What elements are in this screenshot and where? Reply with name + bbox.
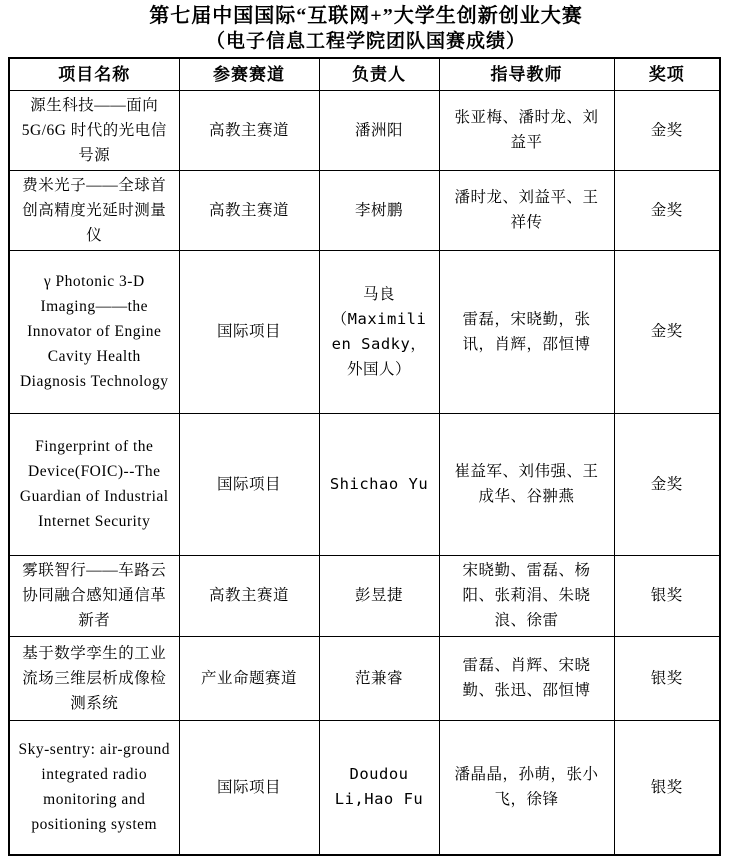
track-cell: 国际项目 <box>179 250 319 413</box>
track-cell: 国际项目 <box>179 413 319 555</box>
project-cell: Fingerprint of the Device(FOIC)--The Guardian of Industrial Internet Security <box>9 413 179 555</box>
advisors-cell: 潘晶晶，孙萌，张小飞，徐锋 <box>439 720 614 855</box>
title-line-1: 第七届中国国际“互联网+”大学生创新创业大赛 <box>149 5 583 27</box>
leader-cell: Shichao Yu <box>319 413 439 555</box>
table-row <box>9 413 720 555</box>
track-cell: 高教主赛道 <box>179 555 319 636</box>
table-row <box>9 636 720 720</box>
leader-cell: 李树鹏 <box>319 170 439 250</box>
track-cell: 高教主赛道 <box>179 170 319 250</box>
advisors-cell: 雷磊，宋晓勤，张讯，肖辉，邵恒博 <box>439 250 614 413</box>
advisors-cell: 潘时龙、刘益平、王祥传 <box>439 170 614 250</box>
leader-cell: 彭昱捷 <box>319 555 439 636</box>
project-cell: 基于数学孪生的工业流场三维层析成像检测系统 <box>9 636 179 720</box>
leader-cell: Doudou Li,Hao Fu <box>319 720 439 855</box>
project-cell: 源生科技——面向5G/6G 时代的光电信号源 <box>9 90 179 170</box>
title-line-2: （电子信息工程学院团队国赛成绩） <box>205 31 526 52</box>
table-row <box>9 720 720 855</box>
table-row <box>9 250 720 413</box>
track-cell: 国际项目 <box>179 720 319 855</box>
award-cell: 银奖 <box>614 720 720 855</box>
header-advisors: 指导教师 <box>439 58 614 90</box>
project-cell: 费米光子——全球首创高精度光延时测量仪 <box>9 170 179 250</box>
project-cell: γ Photonic 3-D Imaging——the Innovator of Engine Cavity Health Diagnosis Technology <box>9 250 179 413</box>
award-cell: 金奖 <box>614 250 720 413</box>
document-title <box>0 4 732 54</box>
advisors-cell: 崔益军、刘伟强、王成华、谷翀燕 <box>439 413 614 555</box>
table-row <box>9 555 720 636</box>
table-row <box>9 90 720 170</box>
project-cell: 雾联智行——车路云协同融合感知通信革新者 <box>9 555 179 636</box>
advisors-cell: 张亚梅、潘时龙、刘益平 <box>439 90 614 170</box>
advisors-cell: 雷磊、肖辉、宋晓勤、张迅、邵恒博 <box>439 636 614 720</box>
leader-cell: 马良（Maximilien Sadky，外国人） <box>319 250 439 413</box>
results-table <box>8 57 721 856</box>
award-cell: 金奖 <box>614 90 720 170</box>
award-cell: 银奖 <box>614 555 720 636</box>
award-cell: 银奖 <box>614 636 720 720</box>
table-row <box>9 170 720 250</box>
advisors-cell: 宋晓勤、雷磊、杨阳、张莉涓、朱晓浪、徐雷 <box>439 555 614 636</box>
table-header-row <box>9 58 720 90</box>
track-cell: 高教主赛道 <box>179 90 319 170</box>
track-cell: 产业命题赛道 <box>179 636 319 720</box>
award-cell: 金奖 <box>614 170 720 250</box>
header-track: 参赛赛道 <box>179 58 319 90</box>
header-award: 奖项 <box>614 58 720 90</box>
project-cell: Sky-sentry: air-ground integrated radio monitoring and positioning system <box>9 720 179 855</box>
header-project: 项目名称 <box>9 58 179 90</box>
header-leader: 负责人 <box>319 58 439 90</box>
leader-cell: 潘洲阳 <box>319 90 439 170</box>
leader-cell: 范兼睿 <box>319 636 439 720</box>
award-cell: 金奖 <box>614 413 720 555</box>
